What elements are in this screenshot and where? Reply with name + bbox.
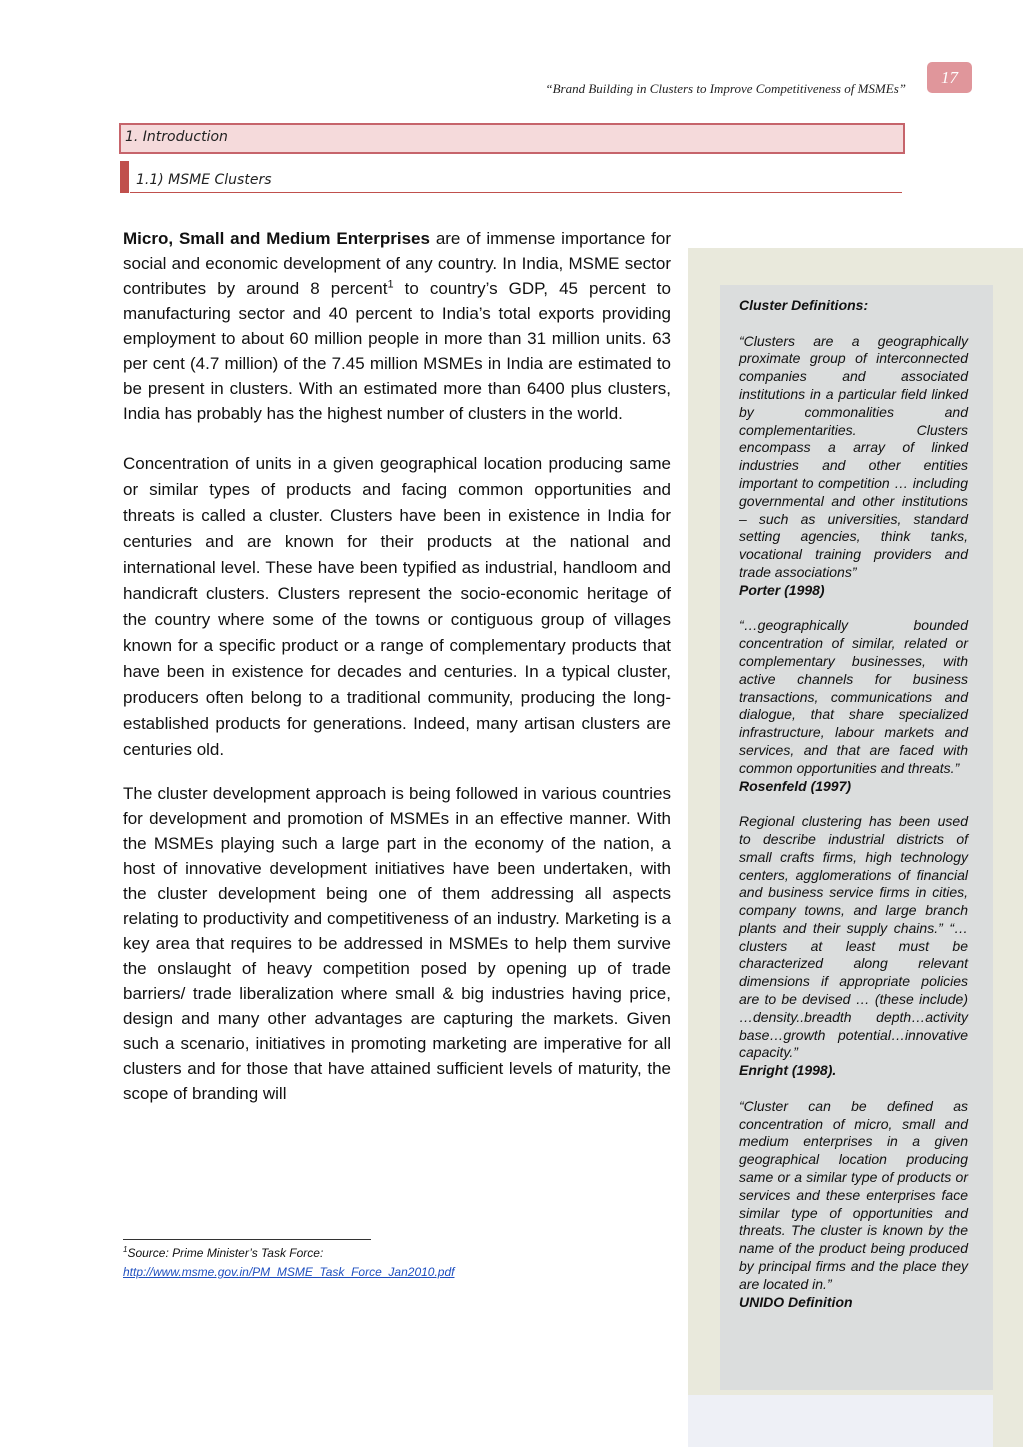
subsection-title: 1.1) MSME Clusters [136,172,272,188]
cluster-definitions-sidebar [739,297,968,1311]
footnote-ref[interactable]: 1 [387,278,394,291]
footnote-rule [123,1239,371,1240]
footnote-marker: 1 [123,1245,128,1254]
sidebar-heading: Cluster Definitions: [739,297,869,313]
paragraph-1-text-b: to country’s GDP, 45 percent to manufacturing sector and 40 percent to India’s total exports providing employment to about 60 million people in more than 31 million units. 63 per cent (4.7 million) of the 7.45 million MSMEs in India are estimated to be present in clusters. With an estimated more than 6400 plus clusters, India has probably has the highest number of clusters in the world. [123,279,671,423]
definition-porter-source: Porter (1998) [739,581,825,598]
lead-term: Micro, Small and Medium Enterprises [123,229,430,248]
footnote [123,1244,683,1282]
definition-rosenfeld: “…geographically bounded concentration of similar, related or complementary businesses, with active channels for business transactions, communications and dialogue, that share specialized infrastructure, labour markets and services, and that are faced with common opportunities and threats.” [739,617,968,776]
running-header: “Brand Building in Clusters to Improve Competitiveness of MSMEs” [545,81,906,96]
definition-porter: “Clusters are a geographically proximate group of interconnected companies and associated institutions in a particular field linked by commonalities and complementarities. Clusters encompass a array of linked industries and other entities important to competition … including governmental and other institutions – such as universities, standard setting agencies, think tanks, vocational training providers and trade associations” [739,332,968,580]
definition-unido-source: UNIDO Definition [739,1293,853,1310]
footnote-source [123,1244,683,1263]
page-number-badge: 17 [927,62,972,93]
paragraph-3: The cluster development approach is being followed in various countries for development and promotion of MSMEs in an effective manner. With the MSMEs playing such a large part in the economy of the nation, a host of innovative development initiatives have been undertaken, with the cluster development being one of them addressing all aspects relating to productivity and competitiveness of an industry. Marketing is a key area that requires to be addressed in MSMEs to help them survive the onslaught of heavy competition posed by opening up of trade barriers/ trade liberalization where small & big industries having price, design and many other advantages are capturing the markets. Given such a scenario, initiatives in promoting marketing are imperative for all clusters and for those that have attained sufficient levels of maturity, the scope of branding will [123,784,671,1103]
main-body-column [123,226,671,1106]
subsection-rule [130,192,902,193]
definition-unido: “Cluster can be defined as concentration of micro, small and medium enterprises in a given geographical location producing same or a similar type of products or services and these enterprises face similar type of opportunities and threats. The cluster is known by the name of the product being produced by principal firms and the place they are located in.” [739,1097,968,1292]
paragraph-1 [123,226,671,426]
paragraph-1-text-a: are of immense importance for social and economic development of any country. In India, MSME sector contributes by around 8 percent [123,229,671,298]
section-title: 1. Introduction [125,129,228,145]
definition-enright-source: Enright (1998). [739,1062,837,1079]
footnote-source-text: Source: Prime Minister’s Task Force: [127,1246,324,1260]
paragraph-2: Concentration of units in a given geographical location producing same or similar types of products and facing common opportunities and threats is called a cluster. Clusters have been in existence in India for centuries and are known for their products at the national and international level. These have been typified as industrial, handloom and handicraft clusters. Clusters represent the socio-economic heritage of the country where some of the towns or contiguous group of villages known for a specific product or a range of complementary products that have been in existence for decades and centuries. In a typical cluster, producers often belong to a traditional community, producing the long-established products for generations. Indeed, many artisan clusters are centuries old. [123,454,671,759]
sidebar-bottom-band [688,1395,993,1447]
definition-rosenfeld-source: Rosenfeld (1997) [739,777,852,794]
subsection-accent-bar [120,161,129,193]
definition-enright: Regional clustering has been used to describe industrial districts of small crafts firms, high technology centers, agglomerations of financial and business service firms in cities, company towns, and large branch plants and their supply chains.” “…clusters at least must be characterized along relevant dimensions if appropriate policies are to be devised … (these include) …density..breadth depth…activity base…growth potential…innovative capacity.” [739,813,968,1061]
section-heading-box [119,123,905,154]
footnote-link[interactable]: http://www.msme.gov.in/PM_MSME_Task_Force_Jan2010.pdf [123,1265,455,1279]
